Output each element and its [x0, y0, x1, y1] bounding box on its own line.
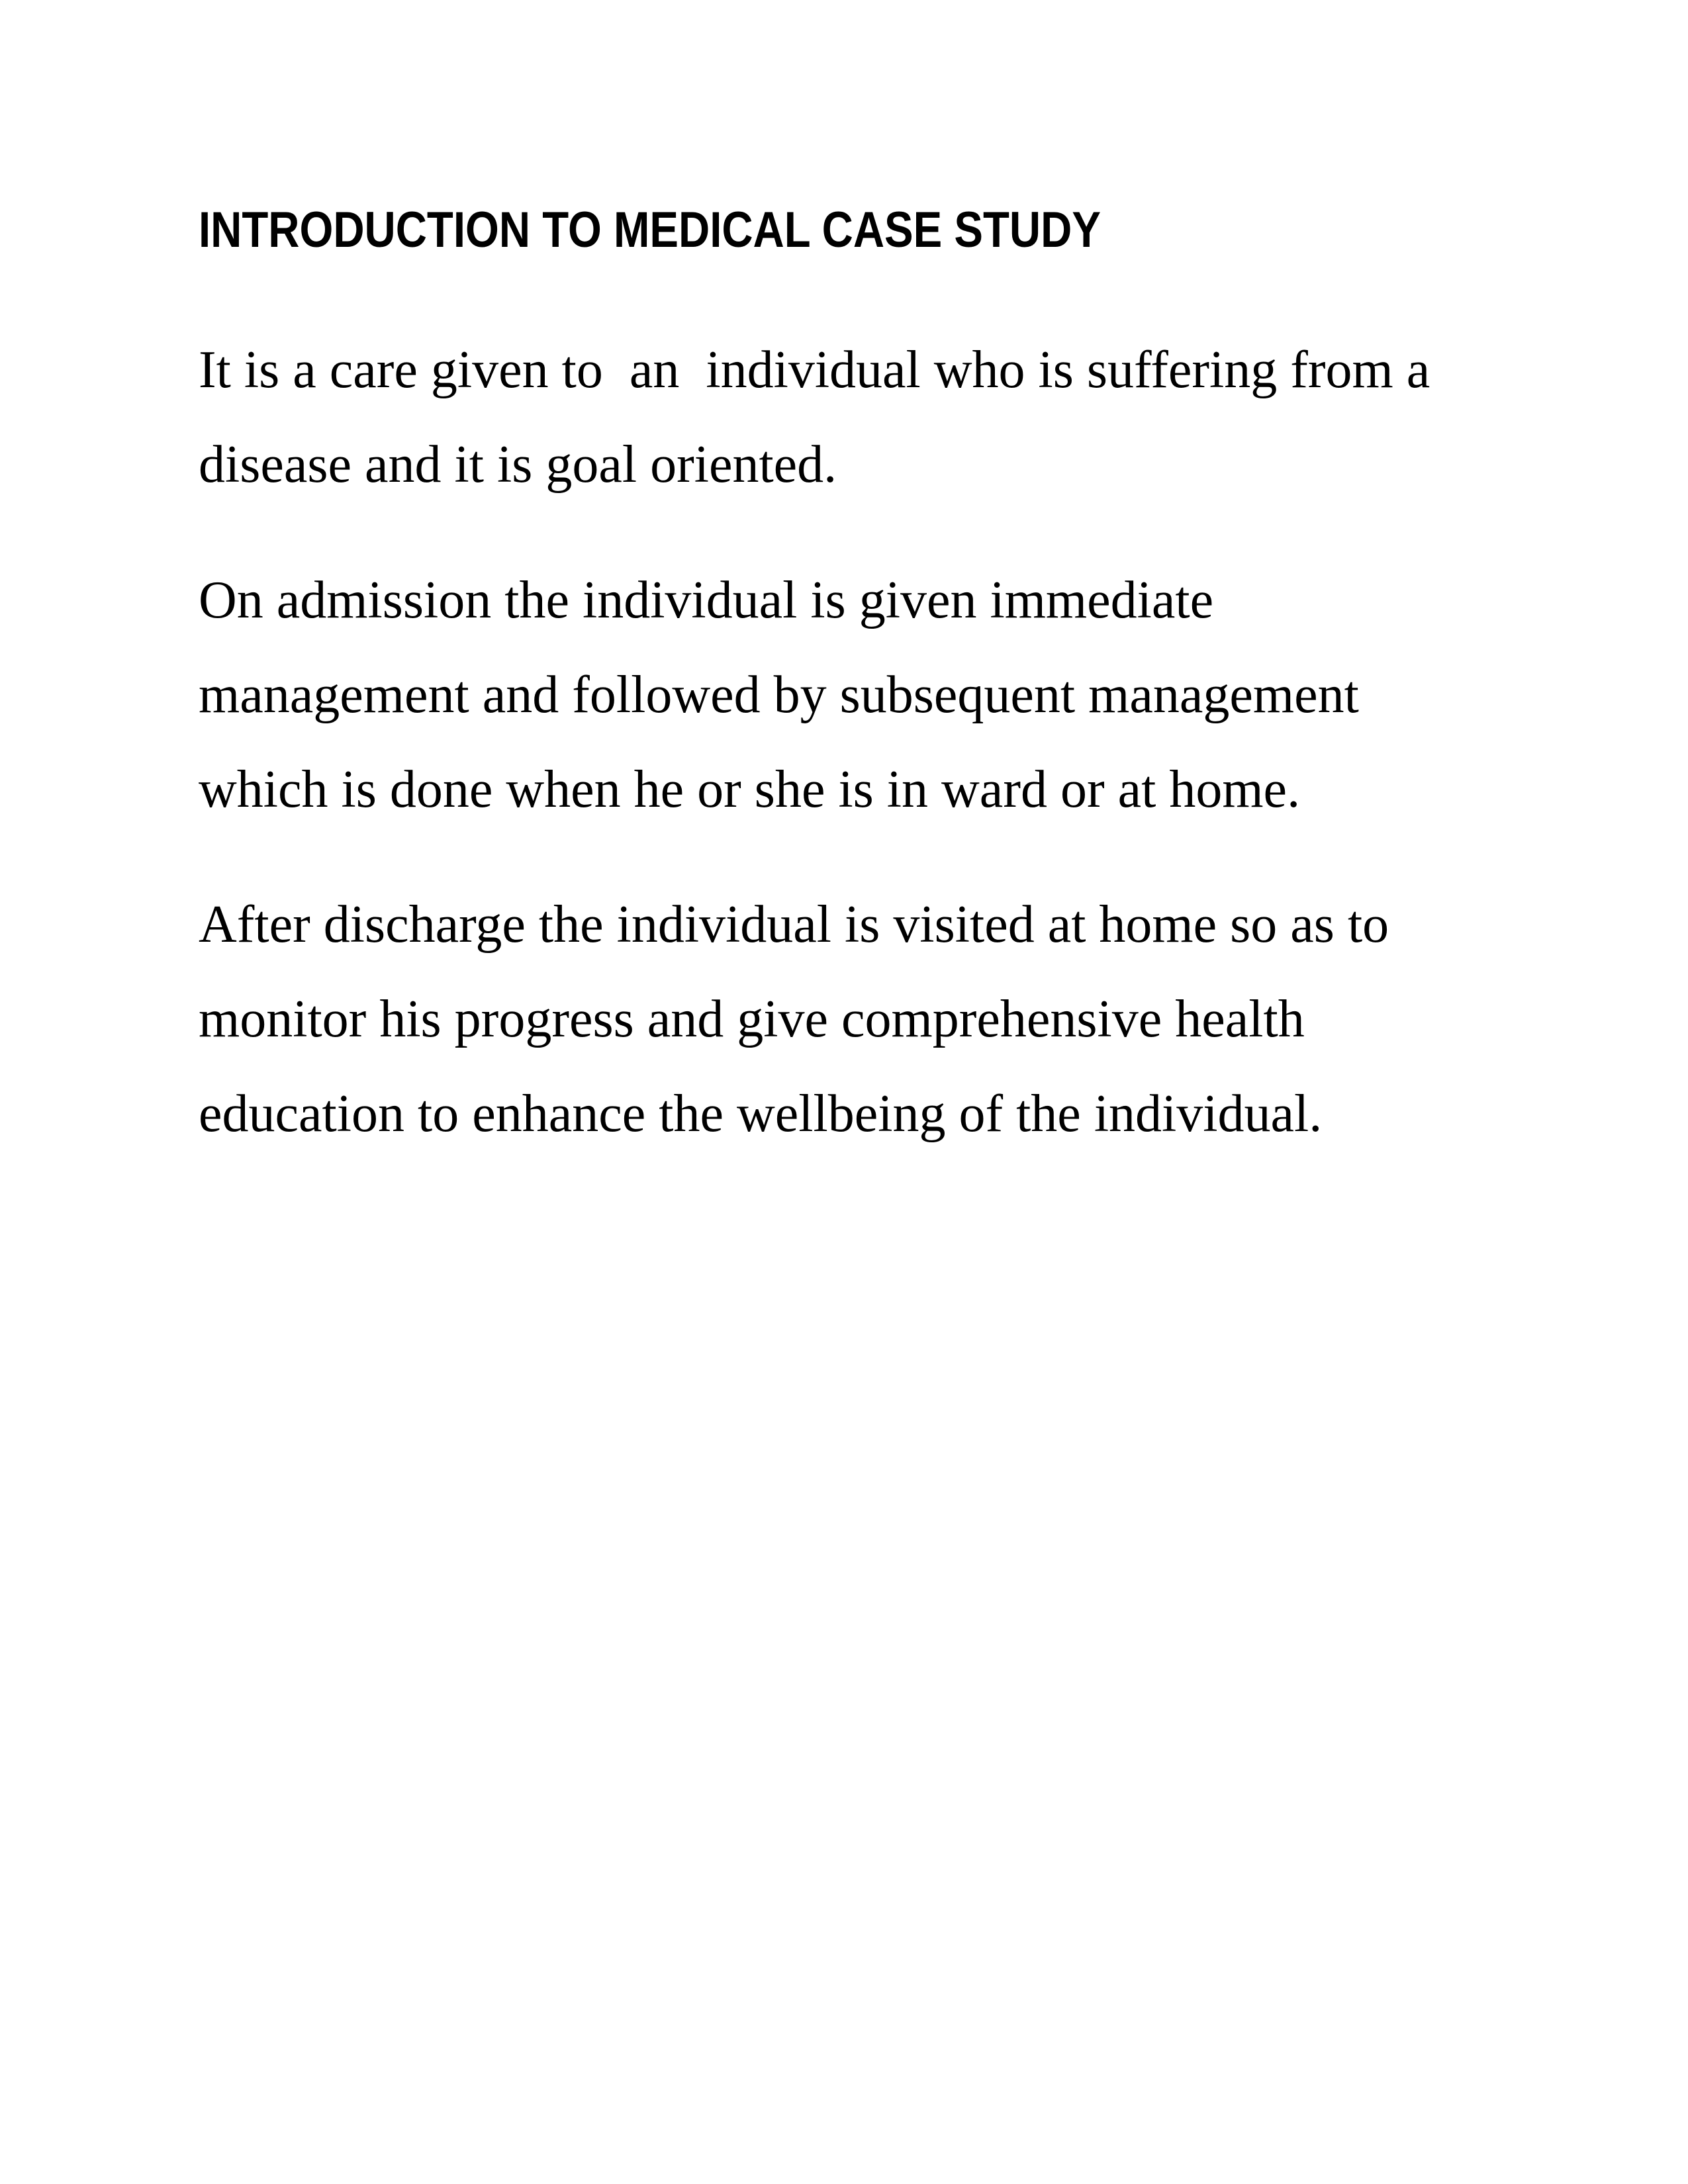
paragraph-line: monitor his progress and give comprehensive health: [199, 990, 1305, 1048]
paragraph-line: After discharge the individual is visited at home so as to: [199, 895, 1389, 954]
paragraph-line: On admission the individual is given immediate: [199, 571, 1214, 629]
paragraph-line: which is done when he or she is in ward or at home.: [199, 760, 1301, 819]
paragraph-definition: [199, 323, 1430, 512]
page-title: INTRODUCTION TO MEDICAL CASE STUDY: [199, 202, 1101, 258]
paragraph-admission: [199, 553, 1359, 837]
paragraph-discharge: [199, 878, 1389, 1161]
paragraph-line: education to enhance the wellbeing of the individual.: [199, 1085, 1323, 1143]
paragraph-line: disease and it is goal oriented.: [199, 435, 837, 494]
paragraph-line: It is a care given to an individual who is suffering from a: [199, 341, 1430, 399]
paragraph-line: management and followed by subsequent management: [199, 666, 1359, 724]
